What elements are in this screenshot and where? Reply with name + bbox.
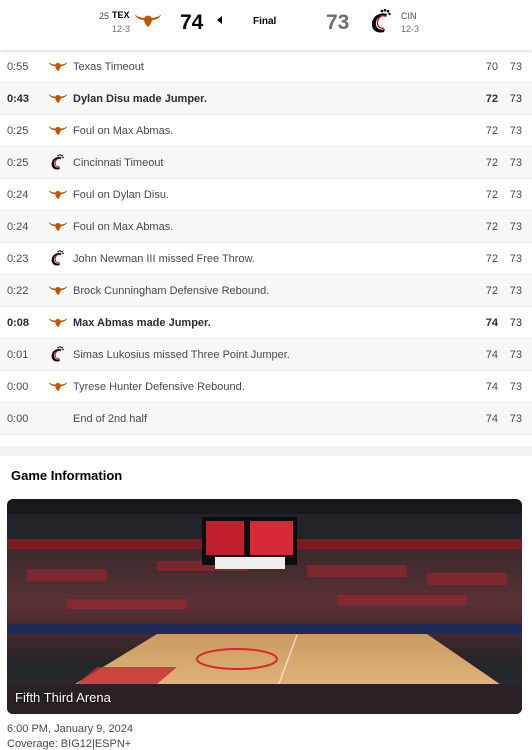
play-description: Foul on Dylan Disu. [73,189,169,201]
play-time: 0:00 [7,381,29,393]
play-description: Max Abmas made Jumper. [73,317,211,329]
away-score: 72 [485,285,498,297]
home-score: 73 [509,253,522,265]
home-team-record: 12-3 [401,24,420,34]
play-row [0,307,532,339]
longhorn-logo-icon [48,315,68,329]
play-row [0,51,532,83]
venue-photo[interactable] [7,499,522,714]
play-time: 0:01 [7,349,29,361]
play-time: 0:00 [7,413,29,425]
play-description: Texas Timeout [73,61,144,73]
home-team-score: 73 [326,11,350,34]
away-score: 72 [485,189,498,201]
play-time: 0:55 [7,61,29,73]
play-description: Tyrese Hunter Defensive Rebound. [73,381,245,393]
home-score: 73 [509,221,522,233]
away-team-rank: 25 [99,11,110,21]
away-team-record: 12-3 [112,24,131,34]
home-score: 73 [509,413,522,425]
play-description: Simas Lukosius missed Three Point Jumper. [73,349,290,361]
home-score: 73 [509,93,522,105]
home-score: 73 [509,125,522,137]
home-score: 73 [509,349,522,361]
play-row [0,83,532,115]
play-time: 0:08 [7,317,30,329]
away-score: 74 [485,349,498,361]
away-team-score: 74 [180,11,204,34]
home-score: 73 [509,157,522,169]
home-score: 73 [509,285,522,297]
winner-arrow-icon [217,16,222,24]
home-team-abbr[interactable]: CIN [401,11,417,21]
bearcat-c-logo-icon[interactable] [371,8,391,34]
game-coverage: Coverage: BIG12|ESPN+ [7,738,132,750]
longhorn-logo-icon [48,59,68,73]
play-description: Dylan Disu made Jumper. [73,93,207,105]
play-row [0,403,532,435]
game-information-title: Game Information [11,468,123,483]
arena-image [7,499,522,714]
play-time: 0:43 [7,93,30,105]
play-time: 0:23 [7,253,29,265]
bearcat-c-logo-icon [51,345,64,363]
away-score: 74 [485,381,498,393]
play-row [0,339,532,371]
longhorn-logo-icon [48,91,68,105]
home-score: 73 [509,61,522,73]
play-row [0,179,532,211]
longhorn-logo-icon [48,379,68,393]
game-header [0,0,532,50]
away-score: 72 [485,125,498,137]
play-description: Foul on Max Abmas. [73,125,174,137]
play-time: 0:22 [7,285,29,297]
play-description: End of 2nd half [73,413,148,425]
play-time: 0:24 [7,189,29,201]
away-score: 72 [485,157,498,169]
longhorn-logo-icon [48,187,68,201]
play-row [0,275,532,307]
play-time: 0:25 [7,125,29,137]
play-row [0,147,532,179]
away-score: 74 [485,413,498,425]
longhorn-logo-icon[interactable] [134,12,162,28]
play-description: Brock Cunningham Defensive Rebound. [73,285,270,297]
away-score: 72 [485,93,498,105]
play-row [0,211,532,243]
away-score: 72 [485,253,498,265]
longhorn-logo-icon [48,219,68,233]
play-time: 0:24 [7,221,29,233]
play-description: Foul on Max Abmas. [73,221,174,233]
play-time: 0:25 [7,157,29,169]
away-score: 72 [485,221,498,233]
game-status: Final [253,16,277,27]
longhorn-logo-icon [48,123,68,137]
section-divider [0,446,532,456]
play-by-play-list [0,51,532,435]
longhorn-logo-icon [48,283,68,297]
play-row [0,243,532,275]
home-score: 73 [509,381,522,393]
bearcat-c-logo-icon [51,153,64,171]
home-score: 73 [509,317,522,329]
play-row [0,115,532,147]
away-score: 74 [485,317,498,329]
play-row [0,371,532,403]
game-datetime: 6:00 PM, January 9, 2024 [7,723,133,735]
bearcat-c-logo-icon [51,249,64,267]
play-description: John Newman III missed Free Throw. [73,253,255,265]
away-team-abbr[interactable]: TEX [112,10,130,20]
home-score: 73 [509,189,522,201]
play-description: Cincinnati Timeout [73,157,164,169]
away-score: 70 [485,61,498,73]
venue-name: Fifth Third Arena [15,690,111,705]
